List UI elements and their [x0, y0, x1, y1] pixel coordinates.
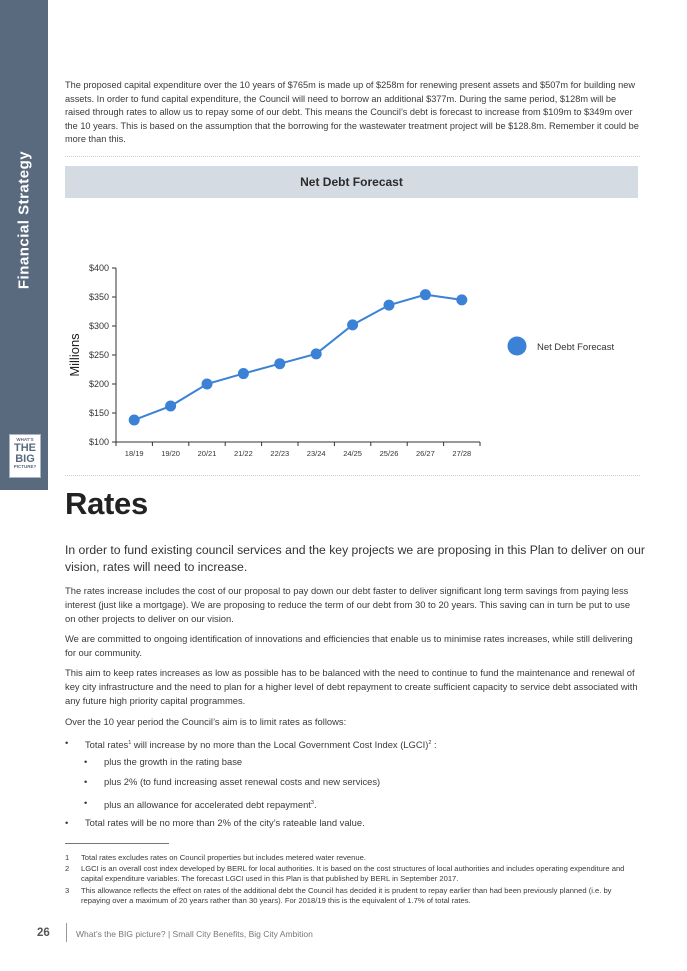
- y-tick-label: $300: [88, 321, 109, 331]
- y-tick-label: $250: [88, 350, 109, 360]
- y-axis-label: Millions: [67, 333, 82, 377]
- data-point: [274, 358, 285, 369]
- body-paragraph: This aim to keep rates increases as low as possible has to be balanced with the need to continue to fund the maintenance and renewal of key city infrastructure and the need to plan for a higher level of debt repayment to create sufficient capacity to service debt associated with any future high priority capital programmes.: [65, 667, 638, 707]
- bullet-item: • Total rates$^1$ will increase by no more than the Local Government Cost Index (LGCI)$^2$ :: [65, 737, 437, 750]
- bullet-marker: •: [84, 776, 88, 787]
- series-line: [134, 295, 462, 420]
- y-tick-label: $100: [88, 437, 109, 447]
- bullet-marker: •: [65, 817, 69, 828]
- x-tick-label: 21/22: [234, 449, 253, 458]
- sidebar-section-label: Financial Strategy: [15, 150, 33, 290]
- bullet-marker: •: [84, 797, 88, 808]
- x-tick-label: 27/28: [452, 449, 472, 458]
- x-tick-label: 26/27: [416, 449, 435, 458]
- logo-line-4: PICTURE?: [13, 463, 37, 469]
- divider: [65, 475, 640, 476]
- data-point: [347, 319, 358, 330]
- x-tick-label: 20/21: [197, 449, 217, 458]
- section-heading: Rates: [65, 486, 148, 521]
- footer-divider: [66, 923, 67, 942]
- data-point: [420, 289, 431, 300]
- footnote: 2 LGCI is an overall cost index developed by BERL for local authorities. It is based on the cost structures of local authorities and includes operating expenditure and capital expenditure variables. The forecast LGCI used in this Plan is that published by BERL in September 2017.: [65, 864, 625, 884]
- data-point: [311, 348, 322, 359]
- y-tick-label: $200: [88, 379, 109, 389]
- x-tick-label: 22/23: [270, 449, 290, 458]
- bullet-item: • Total rates will be no more than 2% of the city’s rateable land value.: [65, 817, 365, 828]
- chart-title: Net Debt Forecast: [65, 166, 638, 198]
- footer-text: What’s the BIG picture? | Small City Benefits, Big City Ambition: [76, 929, 313, 939]
- intro-paragraph: The proposed capital expenditure over the 10 years of $765m is made up of $258m for renewing present assets and $507m for building new assets. In order to fund capital expenditure, the Council will need to borrow an additional $377m. During the same period, $128m will be raised through rates to allow us to repay some of our debt. This means the Council’s debt is forecast to increase from $109m to $349m over the 10 years. This is based on the assumption that the borrowing for the wastewater treatment project will be $128.8m. Remember it could be more than this.: [65, 80, 639, 145]
- y-tick-label: $350: [88, 292, 109, 302]
- bullet-marker: •: [84, 756, 88, 767]
- body-paragraph: Over the 10 year period the Council’s aim is to limit rates as follows:: [65, 716, 347, 727]
- data-point: [238, 368, 249, 379]
- legend-marker: [508, 337, 527, 356]
- x-tick-label: 24/25: [343, 449, 362, 458]
- sub-bullet-item: • plus an allowance for accelerated debt repayment$^3$.: [84, 797, 317, 810]
- data-point: [129, 414, 140, 425]
- x-tick-label: 25/26: [379, 449, 399, 458]
- data-point: [202, 379, 213, 390]
- body-paragraph: The rates increase includes the cost of our proposal to pay down our debt faster to deliver significant long term savings from paying less interest (just like a mortgage). We are proposing to reduce the term of our debt from 30 to 20 years. This saving can in turn be put to use on other projects to deliver on our vision.: [65, 585, 631, 625]
- data-point: [456, 294, 467, 305]
- y-tick-label: $400: [88, 263, 109, 273]
- footnote: 3 This allowance reflects the effect on rates of the additional debt the Council has decided it is prudent to repay earlier than had been previously planned (i.e. by repaying over a maximum of 20 years rather than 30 years). For 2018/19 this is the equivalent of 1.7% of total rates.: [65, 886, 612, 906]
- legend-label: Net Debt Forecast: [537, 342, 615, 353]
- y-tick-label: $150: [88, 408, 109, 418]
- sub-bullet-item: • plus the growth in the rating base: [84, 756, 243, 767]
- lead-paragraph: In order to fund existing council services and the key projects we are proposing in this Plan to deliver on our vision, rates will need to increase.: [65, 543, 645, 574]
- footnote-rule: [65, 843, 169, 844]
- page-number: 26: [37, 927, 50, 939]
- x-tick-label: 18/19: [124, 449, 144, 458]
- logo-line-2: THE: [14, 441, 36, 454]
- logo-line-3: BIG: [15, 452, 35, 465]
- bullet-marker: •: [65, 737, 69, 748]
- sub-bullet-item: • plus 2% (to fund increasing asset renewal costs and new services): [84, 776, 381, 787]
- logo-line-1: WHAT'S: [16, 437, 34, 442]
- body-paragraph: We are committed to ongoing identification of innovations and efficiencies that enable us to minimise rates increases, while still delivering for our community.: [65, 633, 633, 659]
- x-tick-label: 19/20: [161, 449, 180, 458]
- x-tick-label: 23/24: [306, 449, 326, 458]
- data-point: [384, 300, 395, 311]
- footnote: 1 Total rates excludes rates on Council properties but includes metered water revenue.: [65, 853, 366, 862]
- data-point: [165, 401, 176, 412]
